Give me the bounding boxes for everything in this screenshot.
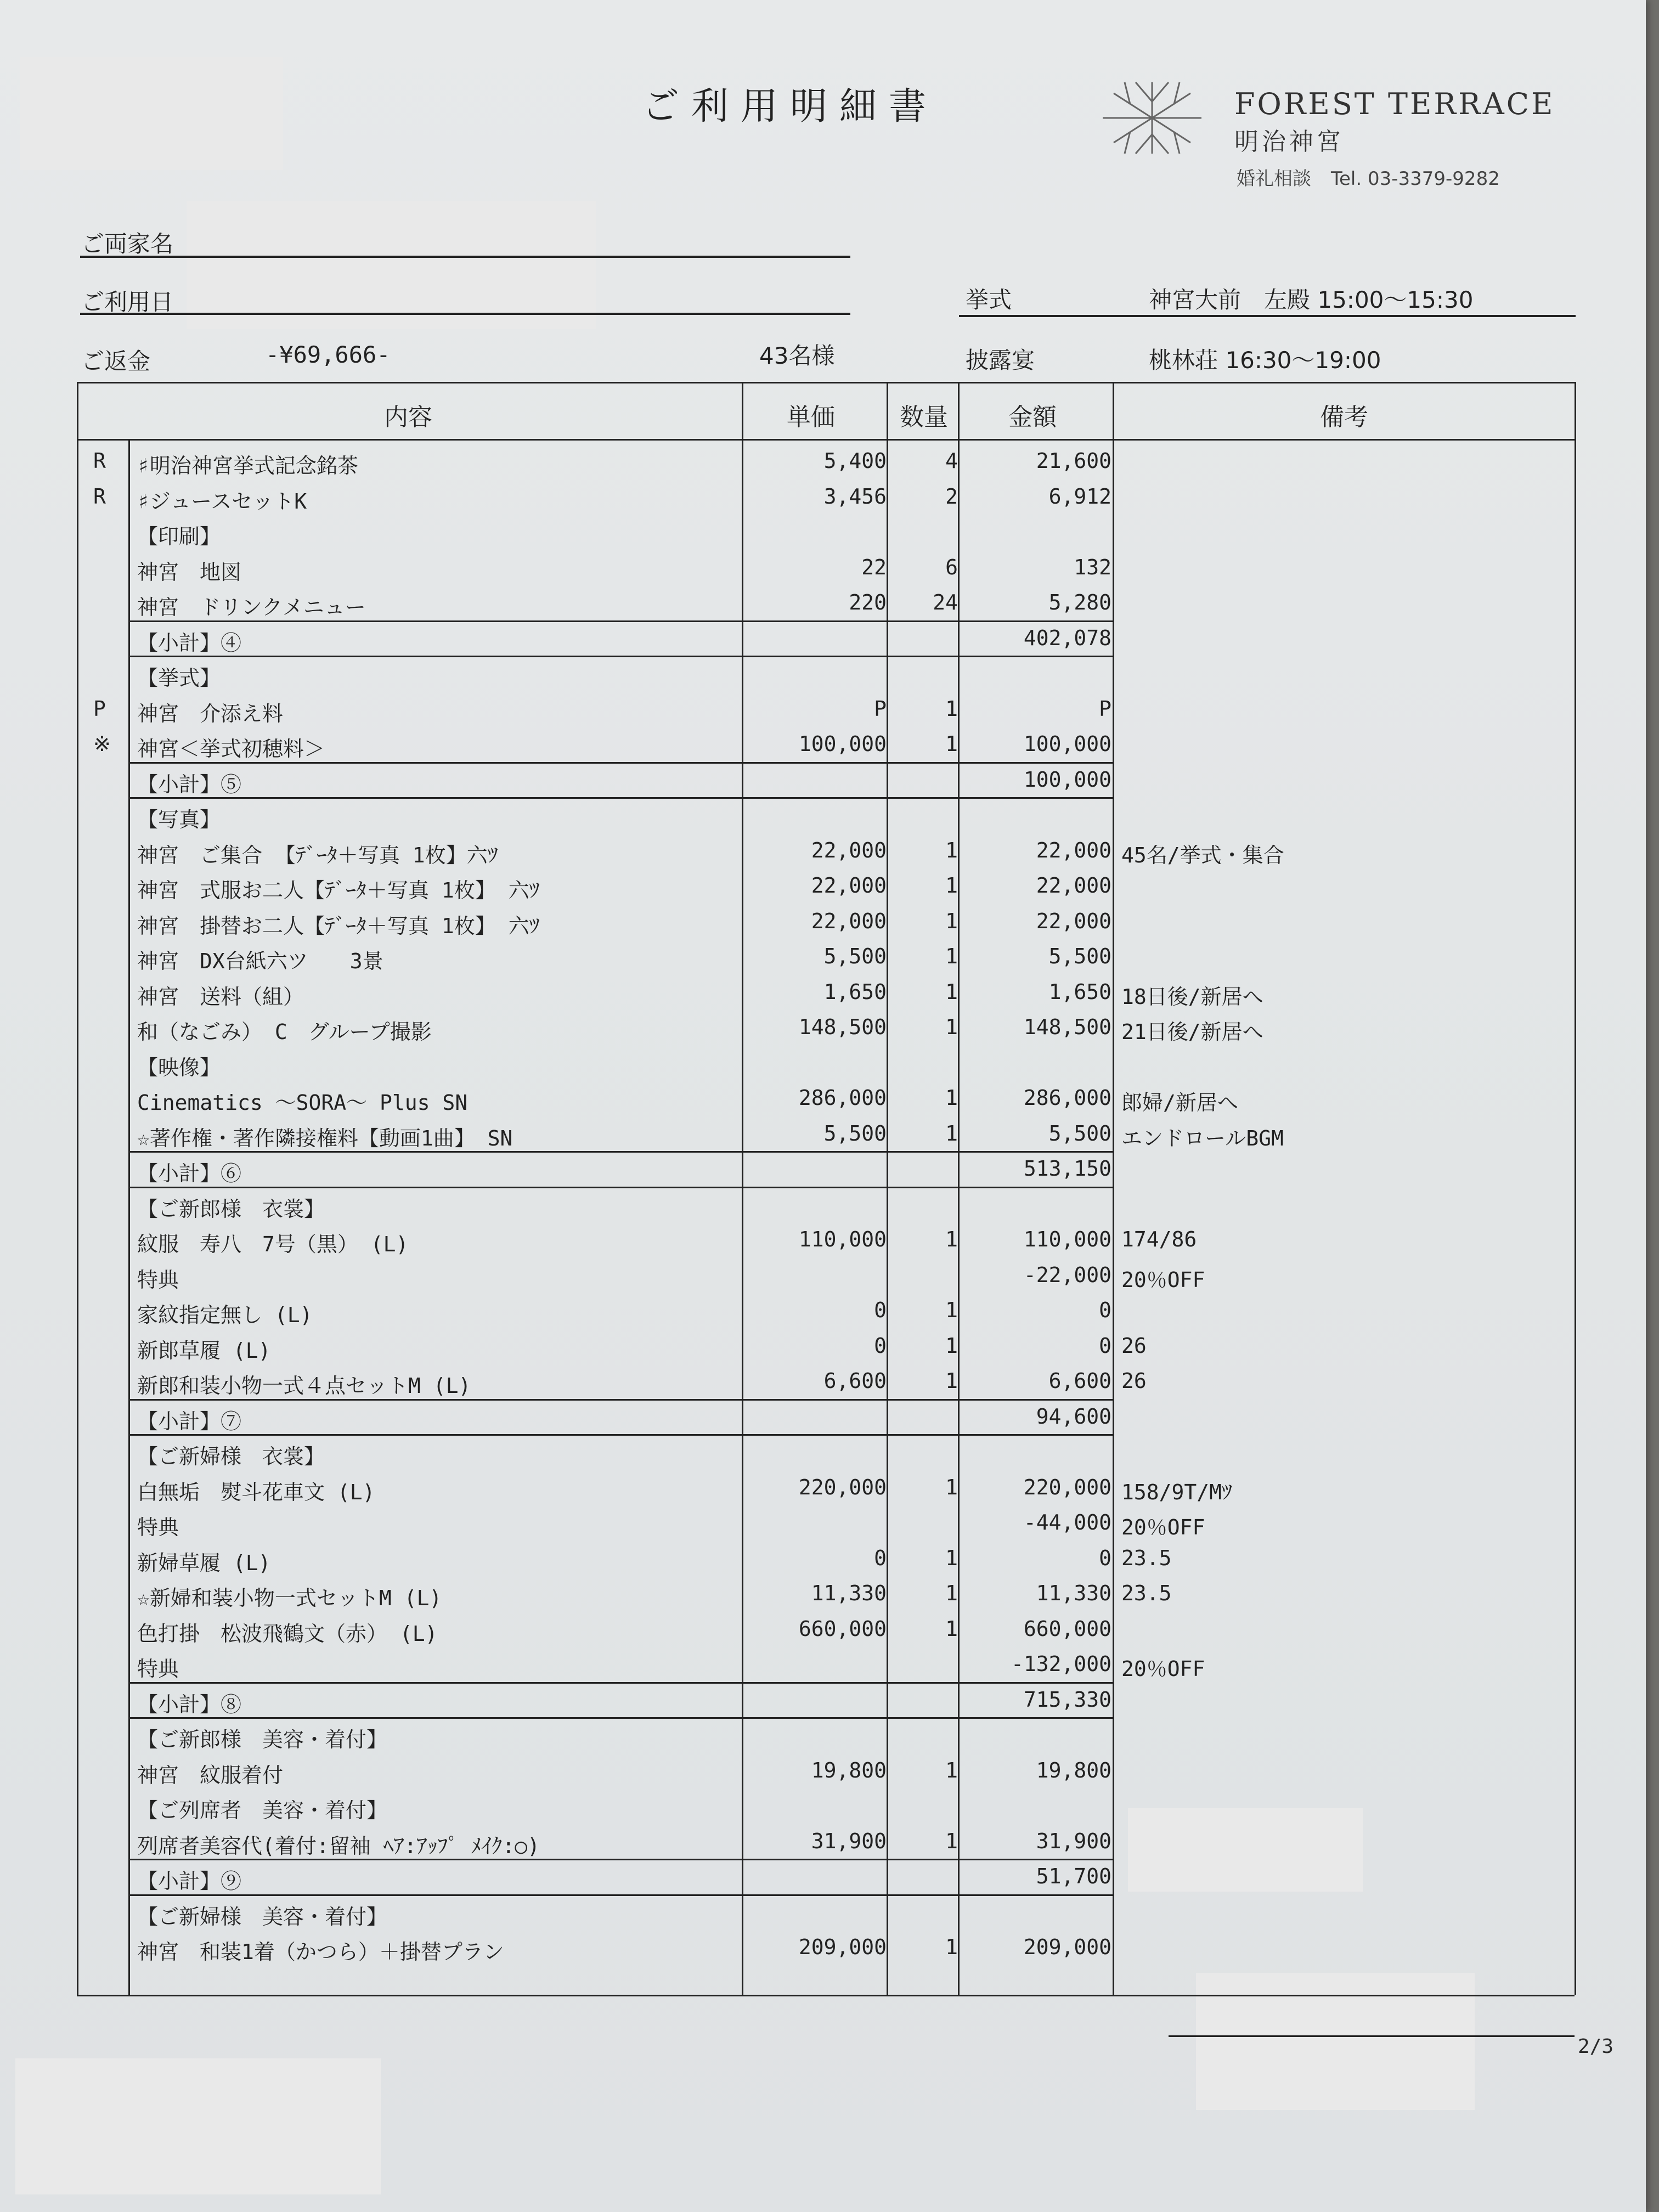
- row-unit-price: 0: [874, 1545, 887, 1570]
- row-amount: P: [1099, 696, 1111, 721]
- row-amount: 1,650: [1048, 979, 1111, 1004]
- row-content: 特典: [137, 1267, 179, 1292]
- row-content: 紋服 寿八 7号（黒） (L): [137, 1232, 409, 1256]
- column-divider: [887, 382, 888, 1995]
- row-unit-price: 22: [861, 555, 887, 579]
- row-content: ♯ジュースセットK: [137, 489, 307, 514]
- row-content: 【写真】: [137, 808, 221, 832]
- row-qty: 1: [945, 1581, 958, 1605]
- row-content: 特典: [137, 1657, 179, 1681]
- row-content: 色打掛 松波飛鶴文（赤） (L): [137, 1621, 438, 1646]
- row-qty: 1: [945, 1121, 958, 1146]
- row-unit-price: 0: [874, 1333, 887, 1358]
- row-amount: 19,800: [1036, 1758, 1111, 1782]
- row-mark: P: [93, 696, 106, 721]
- row-unit-price: 286,000: [798, 1086, 887, 1110]
- row-content: 【ご列席者 美容・着付】: [137, 1798, 388, 1822]
- subtotal-divider: [128, 1187, 1113, 1188]
- redaction-block: [15, 2058, 381, 2194]
- row-amount: 0: [1099, 1298, 1111, 1322]
- row-content: 【ご新郎様 衣裳】: [137, 1197, 325, 1221]
- row-unit-price: 19,800: [811, 1758, 887, 1782]
- row-amount: 0: [1099, 1545, 1111, 1570]
- row-amount: -44,000: [1023, 1510, 1111, 1534]
- row-note: 23.5: [1121, 1581, 1172, 1605]
- row-qty: 1: [945, 1475, 958, 1499]
- row-qty: 1: [945, 1545, 958, 1570]
- subtotal-divider: [128, 762, 1113, 764]
- row-qty: 1: [945, 732, 958, 756]
- subtotal-divider: [128, 620, 1113, 622]
- row-qty: 1: [945, 873, 958, 898]
- row-qty: 1: [945, 909, 958, 933]
- row-unit-price: 31,900: [811, 1829, 887, 1853]
- row-content: 列席者美容代(着付:留袖 ﾍｱ:ｱｯﾌﾟ ﾒｲｸ:○): [137, 1833, 540, 1858]
- row-unit-price: 22,000: [811, 873, 887, 898]
- column-header-qty: 数量: [900, 403, 948, 431]
- row-unit-price: 5,500: [823, 944, 887, 968]
- row-note: 20％OFF: [1121, 1515, 1205, 1539]
- row-unit-price: 220: [849, 590, 887, 614]
- row-amount: 5,500: [1048, 944, 1111, 968]
- row-content: 白無垢 熨斗花車文 (L): [137, 1480, 375, 1504]
- row-amount: 286,000: [1023, 1086, 1111, 1110]
- column-header-amount: 金額: [1008, 403, 1057, 431]
- row-qty: 1: [945, 979, 958, 1004]
- row-amount: 5,500: [1048, 1121, 1111, 1146]
- row-unit-price: 100,000: [798, 732, 887, 756]
- date-label: ご利用日: [81, 289, 174, 315]
- row-qty: 1: [945, 1829, 958, 1853]
- row-amount: 0: [1099, 1333, 1111, 1358]
- column-header-content: 内容: [384, 403, 432, 431]
- contact-dept: 婚礼相談: [1237, 168, 1311, 190]
- row-note: 18日後/新居へ: [1121, 984, 1263, 1009]
- row-note: 21日後/新居へ: [1121, 1020, 1263, 1044]
- row-content: 新婦草履 (L): [137, 1550, 271, 1575]
- row-unit-price: 6,600: [823, 1369, 887, 1393]
- row-unit-price: 22,000: [811, 909, 887, 933]
- document-title: ご利用明細書: [642, 85, 939, 128]
- subtotal-divider: [128, 1717, 1113, 1719]
- column-divider: [1113, 382, 1114, 1995]
- row-content: 和（なごみ） C グループ撮影: [137, 1020, 432, 1044]
- row-content: 【印刷】: [137, 524, 221, 549]
- row-content: ♯明治神宮挙式記念銘茶: [137, 454, 358, 478]
- row-amount: 22,000: [1036, 909, 1111, 933]
- row-unit-price: 209,000: [798, 1935, 887, 1959]
- row-content: 神宮 地図: [137, 560, 242, 584]
- row-content: 神宮 ご集合 【ﾃﾞｰﾀ＋写真 1枚】六ﾂ: [137, 843, 498, 867]
- row-content: Cinematics ～SORA～ Plus SN: [137, 1091, 468, 1115]
- subtotal-amount: 100,000: [1023, 767, 1111, 792]
- subtotal-divider: [128, 1894, 1113, 1896]
- row-unit-price: 1,650: [823, 979, 887, 1004]
- row-amount: 11,330: [1036, 1581, 1111, 1605]
- row-qty: 1: [945, 838, 958, 862]
- row-content: 【ご新郎様 美容・着付】: [137, 1728, 388, 1752]
- row-unit-price: 660,000: [798, 1616, 887, 1641]
- row-unit-price: 148,500: [798, 1015, 887, 1039]
- header-divider: [77, 439, 1575, 441]
- table-border-left: [77, 382, 78, 1995]
- refund-label: ご返金: [81, 348, 151, 375]
- table-border-bottom: [77, 1995, 1575, 1996]
- refund-value: -¥69,666-: [266, 341, 391, 368]
- contact-line: [1237, 163, 1520, 190]
- row-note: 23.5: [1121, 1545, 1172, 1570]
- guest-count: 43名様: [759, 342, 835, 369]
- contact-tel: Tel. 03-3379-9282: [1331, 168, 1500, 190]
- row-content: 神宮 介添え料: [137, 701, 284, 726]
- row-amount: 6,912: [1048, 484, 1111, 509]
- row-amount: -132,000: [1011, 1652, 1111, 1676]
- subtotal-amount: 51,700: [1036, 1864, 1111, 1888]
- row-content: 神宮＜挙式初穂料＞: [137, 737, 325, 761]
- row-qty: 6: [945, 555, 958, 579]
- subtotal-divider: [128, 1399, 1113, 1401]
- row-mark: R: [93, 484, 106, 509]
- redaction-block: [187, 201, 596, 329]
- row-note: 26: [1121, 1333, 1147, 1358]
- row-content: 特典: [137, 1515, 179, 1539]
- statement-table: [77, 382, 1575, 1995]
- subtotal-label: 【小計】⑧: [137, 1692, 242, 1717]
- row-note: 郎婦/新居へ: [1121, 1091, 1238, 1115]
- column-divider: [742, 382, 743, 1995]
- row-content: 【ご新婦様 美容・着付】: [137, 1904, 388, 1929]
- mark-column-divider: [128, 439, 130, 1995]
- row-note: 45名/挙式・集合: [1121, 843, 1284, 867]
- row-unit-price: 220,000: [798, 1475, 887, 1499]
- row-qty: 1: [945, 1086, 958, 1110]
- table-border-right: [1575, 382, 1576, 1995]
- subtotal-divider: [128, 1434, 1113, 1436]
- row-unit-price: 5,400: [823, 449, 887, 473]
- row-content: 新郎和装小物一式４点セットM (L): [137, 1374, 471, 1398]
- column-divider: [958, 382, 960, 1995]
- row-qty: 4: [945, 449, 958, 473]
- row-note: 20％OFF: [1121, 1267, 1205, 1292]
- row-qty: 1: [945, 696, 958, 721]
- row-content: 神宮 掛替お二人【ﾃﾞｰﾀ＋写真 1枚】 六ﾂ: [137, 913, 540, 938]
- row-unit-price: 0: [874, 1298, 887, 1322]
- row-qty: 2: [945, 484, 958, 509]
- row-content: ☆新婦和装小物一式セットM (L): [137, 1586, 442, 1610]
- row-qty: 1: [945, 1227, 958, 1251]
- row-amount: 110,000: [1023, 1227, 1111, 1251]
- row-unit-price: 5,500: [823, 1121, 887, 1146]
- row-qty: 24: [933, 590, 958, 614]
- row-content: 神宮 ドリンクメニュー: [137, 595, 366, 619]
- row-unit-price: 11,330: [811, 1581, 887, 1605]
- row-content: 神宮 DX台紙六ツ 3景: [137, 949, 383, 973]
- row-amount: 100,000: [1023, 732, 1111, 756]
- row-amount: 5,280: [1048, 590, 1111, 614]
- subtotal-divider: [128, 1859, 1113, 1860]
- row-unit-price: 22,000: [811, 838, 887, 862]
- row-content: 【映像】: [137, 1055, 221, 1080]
- row-mark: R: [93, 449, 106, 473]
- row-content: 神宮 送料（組）: [137, 984, 304, 1009]
- column-header-unit-price: 単価: [787, 403, 835, 431]
- subtotal-divider: [128, 656, 1113, 657]
- row-note: 158/9T/Mﾂ: [1121, 1480, 1233, 1504]
- subtotal-label: 【小計】⑦: [137, 1409, 242, 1434]
- row-content: 新郎草履 (L): [137, 1338, 271, 1363]
- row-qty: 1: [945, 1333, 958, 1358]
- row-content: 神宮 紋服着付: [137, 1763, 284, 1787]
- row-amount: 31,900: [1036, 1829, 1111, 1853]
- row-content: 【挙式】: [137, 666, 221, 690]
- row-content: 神宮 式服お二人【ﾃﾞｰﾀ＋写真 1枚】 六ﾂ: [137, 878, 540, 902]
- ceremony-value: 神宮大前 左殿 15:00～15:30: [1149, 286, 1474, 313]
- reception-label: 披露宴: [966, 347, 1035, 374]
- subtotal-divider: [128, 1151, 1113, 1153]
- row-mark: ※: [93, 732, 111, 756]
- row-unit-price: 3,456: [823, 484, 887, 509]
- table-border-top: [77, 382, 1575, 383]
- subtotal-divider: [128, 1682, 1113, 1684]
- row-note: 174/86: [1121, 1227, 1197, 1251]
- subtotal-amount: 513,150: [1023, 1156, 1111, 1181]
- row-unit-price: 110,000: [798, 1227, 887, 1251]
- row-amount: 22,000: [1036, 873, 1111, 898]
- row-qty: 1: [945, 1369, 958, 1393]
- row-amount: 22,000: [1036, 838, 1111, 862]
- page-number: 2/3: [1578, 2035, 1614, 2058]
- row-amount: -22,000: [1023, 1262, 1111, 1287]
- subtotal-amount: 402,078: [1023, 625, 1111, 650]
- row-amount: 21,600: [1036, 449, 1111, 473]
- row-amount: 148,500: [1023, 1015, 1111, 1039]
- row-unit-price: P: [874, 696, 887, 721]
- tree-logo-icon: [1097, 71, 1207, 165]
- row-content: 家紋指定無し (L): [137, 1303, 313, 1327]
- subtotal-label: 【小計】⑥: [137, 1161, 242, 1186]
- subtotal-label: 【小計】⑨: [137, 1869, 242, 1893]
- row-content: 神宮 和装1着（かつら）＋掛替プラン: [137, 1940, 504, 1964]
- row-qty: 1: [945, 1758, 958, 1782]
- redaction-block: [20, 57, 283, 170]
- brand-name: FOREST TERRACE: [1234, 87, 1555, 121]
- row-amount: 220,000: [1023, 1475, 1111, 1499]
- row-qty: 1: [945, 944, 958, 968]
- row-qty: 1: [945, 1015, 958, 1039]
- row-qty: 1: [945, 1298, 958, 1322]
- brand-subname: 明治神宮: [1234, 128, 1344, 156]
- row-amount: 209,000: [1023, 1935, 1111, 1959]
- row-note: エンドロールBGM: [1121, 1126, 1284, 1150]
- ceremony-label: 挙式: [966, 286, 1012, 313]
- row-note: 20％OFF: [1121, 1657, 1205, 1681]
- subtotal-amount: 715,330: [1023, 1687, 1111, 1712]
- subtotal-divider: [128, 797, 1113, 799]
- row-amount: 660,000: [1023, 1616, 1111, 1641]
- row-qty: 1: [945, 1935, 958, 1959]
- reception-value: 桃林荘 16:30～19:00: [1149, 347, 1381, 374]
- family-label: ご両家名: [81, 230, 174, 257]
- row-amount: 132: [1074, 555, 1111, 579]
- row-note: 26: [1121, 1369, 1147, 1393]
- row-content: 【ご新婦様 衣裳】: [137, 1444, 325, 1469]
- column-header-notes: 備考: [1320, 403, 1368, 431]
- subtotal-label: 【小計】④: [137, 630, 242, 655]
- row-qty: 1: [945, 1616, 958, 1641]
- subtotal-amount: 94,600: [1036, 1404, 1111, 1429]
- subtotal-label: 【小計】⑤: [137, 772, 242, 797]
- row-amount: 6,600: [1048, 1369, 1111, 1393]
- row-content: ☆著作権・著作隣接権料【動画1曲】 SN: [137, 1126, 513, 1150]
